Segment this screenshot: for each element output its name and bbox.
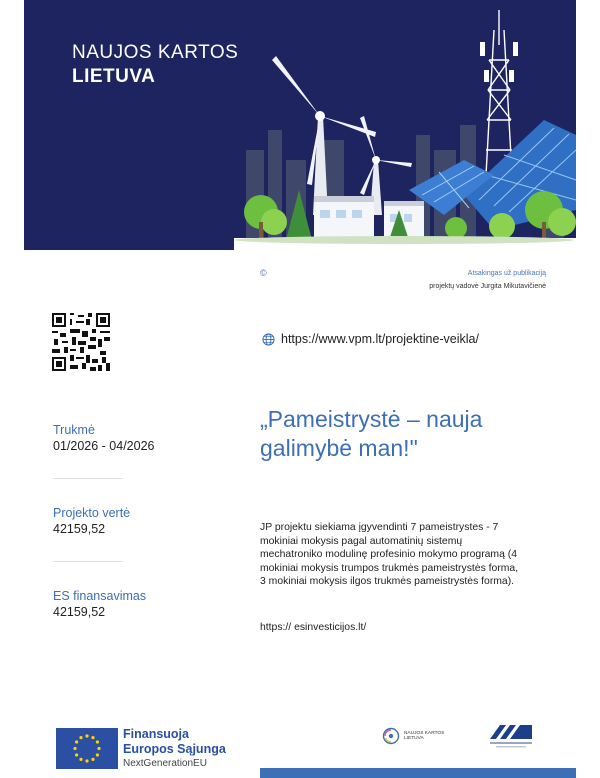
project-url-link[interactable]: https://www.vpm.lt/projektine-veikla/: [281, 332, 479, 346]
duration-value: 01/2026 - 04/2026: [53, 439, 155, 453]
naujos-kartos-logo: [382, 727, 444, 745]
globe-icon: [262, 333, 275, 346]
footer-accent-bar: [260, 768, 576, 778]
brand-line-2: LIETUVA: [72, 66, 156, 87]
stat-divider: [53, 561, 123, 562]
eu-funding-line-1: Finansuoja: [123, 727, 189, 741]
eu-funding-value: 42159,52: [53, 605, 106, 619]
tower-icon: [486, 10, 512, 175]
eu-funding-label: ES finansavimas: [53, 589, 147, 603]
copyright-symbol: ©: [260, 268, 267, 278]
qr-code-icon[interactable]: [52, 313, 110, 371]
city-energy-illustration: [24, 0, 576, 250]
vpm-logo-icon: [490, 723, 532, 749]
small-logo-line-2: LIETUVA: [404, 736, 424, 741]
responsible-person: projektų vadovė Jurgita Mikutavičienė: [429, 283, 546, 290]
nkl-logo-icon: [382, 727, 400, 745]
duration-label: Trukmė: [53, 423, 95, 437]
eu-flag-icon: [56, 728, 118, 769]
eu-funding-line-3: NextGenerationEU: [123, 758, 207, 769]
eu-funding-line-2: Europos Sąjunga: [123, 742, 226, 756]
responsible-label: Atsakingas už publikaciją: [467, 270, 546, 277]
small-logo-line-1: NAUJOS KARTOS: [404, 730, 445, 736]
project-value-label: Projekto vertė: [53, 506, 131, 520]
project-url-row[interactable]: [262, 332, 479, 346]
stat-divider: [53, 478, 123, 479]
hero-banner: [24, 0, 576, 250]
project-value-value: 42159,52: [53, 522, 106, 536]
esinvesticijos-link[interactable]: https:// esinvesticijos.lt/: [260, 622, 367, 633]
project-headline: „Pameistrystė – nauja galimybė man!": [260, 406, 483, 461]
brand-line-1: NAUJOS KARTOS: [72, 42, 239, 63]
project-description: JP projektu siekiama įgyvendinti 7 pameistrystes - 7 mokiniai mokysis pagal automatinių sistemų mechatroniko modulinę profesinio mokymo programą (4 mokiniai mokysis trumpos trukmės pameistrystės forma, 3 mokiniai mokysis ilgos trukmės pameistrystės forma).: [260, 522, 519, 588]
